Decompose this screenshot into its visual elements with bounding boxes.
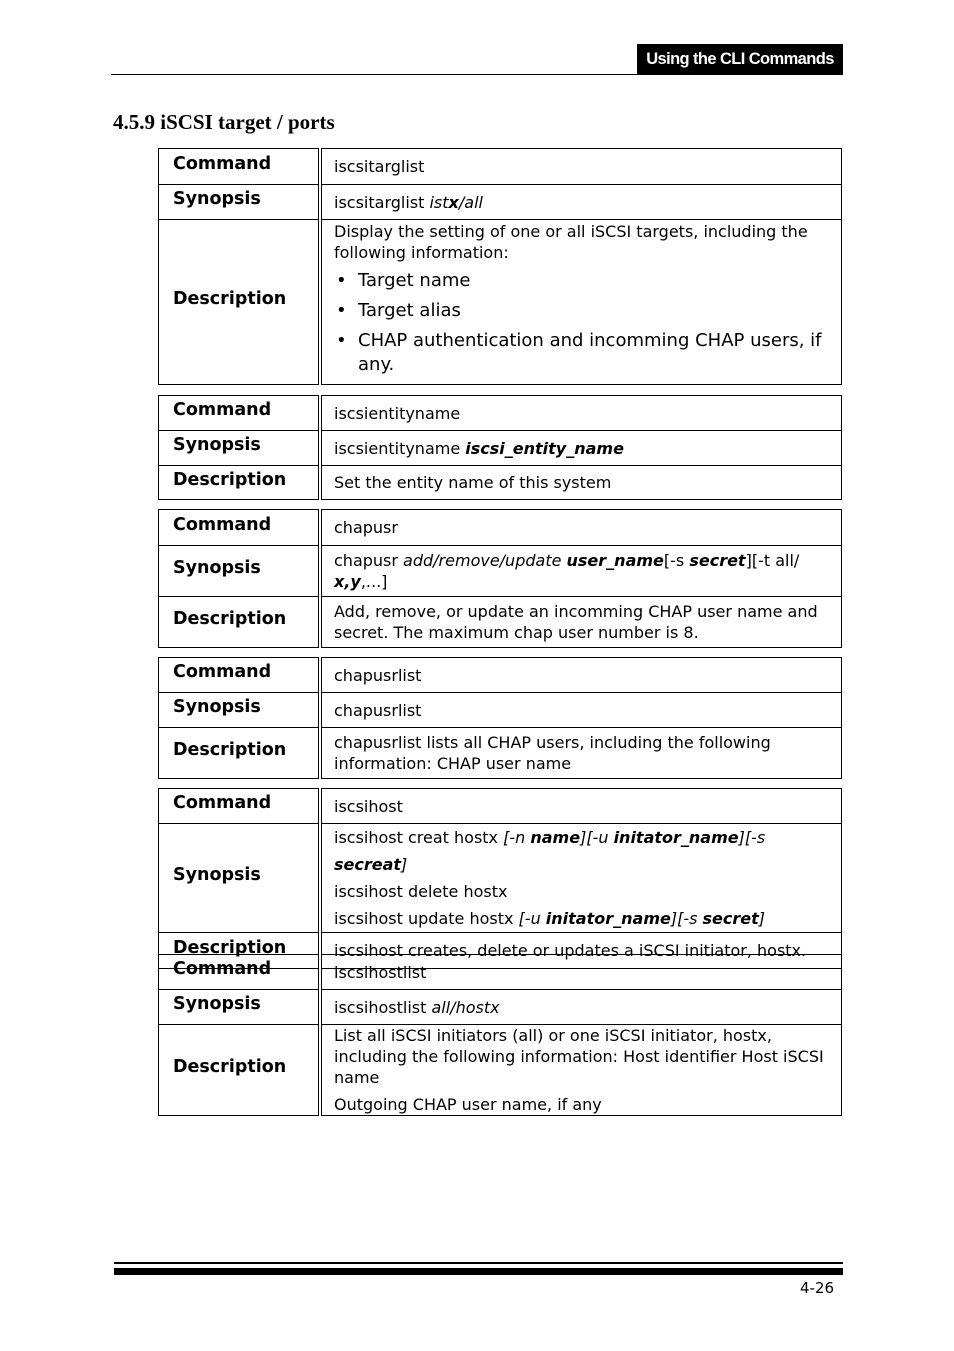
description-label: Description <box>159 933 321 969</box>
list-item: • Target name <box>334 269 833 293</box>
description-value: iscsihost creates, delete or updates a iSCSI initiator, hostx. <box>320 933 842 969</box>
description-paragraph: Outgoing CHAP user name, if any <box>334 1095 602 1114</box>
synopsis-label: Synopsis <box>159 990 321 1025</box>
command-value: iscsihost <box>320 789 842 824</box>
command-label: Command <box>159 149 321 185</box>
description-label: Description <box>159 728 321 779</box>
description-value: chapusrlist lists all CHAP users, including the following information: CHAP user name <box>320 728 842 779</box>
synopsis-line-creat: iscsihost creat hostx [-n name][-u initator_name][-s secreat] <box>334 828 766 874</box>
description-bullets <box>334 269 833 377</box>
synopsis-label: Synopsis <box>159 693 321 728</box>
table-row <box>159 789 842 824</box>
table-row <box>159 990 842 1025</box>
command-value: iscsitarglist <box>320 149 842 185</box>
command-table-iscsientityname <box>158 395 842 500</box>
synopsis-value: iscsientityname iscsi_entity_name <box>320 431 842 466</box>
description-value: Add, remove, or update an incomming CHAP user name and secret. The maximum chap user number is 8. <box>320 597 842 648</box>
synopsis-value <box>320 824 842 933</box>
table-row <box>159 431 842 466</box>
command-table-iscsihost <box>158 788 842 969</box>
synopsis-label: Synopsis <box>159 546 321 597</box>
synopsis-value: iscsitarglist istx/all <box>320 185 842 220</box>
synopsis-value: chapusrlist <box>320 693 842 728</box>
table-row <box>159 510 842 546</box>
command-label: Command <box>159 396 321 431</box>
table-row <box>159 693 842 728</box>
footer-rule-thin <box>114 1262 843 1264</box>
command-label: Command <box>159 658 321 693</box>
synopsis-line-delete: iscsihost delete hostx <box>334 882 508 901</box>
synopsis-label: Synopsis <box>159 431 321 466</box>
synopsis-value: chapusr add/remove/update user_name[-s secret][-t all/ x,y,...] <box>320 546 842 597</box>
description-label: Description <box>159 466 321 500</box>
table-row <box>159 955 842 990</box>
description-label: Description <box>159 597 321 648</box>
command-value: iscsihostlist <box>320 955 842 990</box>
header-chapter-tab <box>637 44 843 75</box>
synopsis-value: iscsihostlist all/hostx <box>320 990 842 1025</box>
synopsis-line-update: iscsihost update hostx [-u initator_name][-s secret] <box>334 909 766 928</box>
synopsis-label: Synopsis <box>159 185 321 220</box>
table-row <box>159 220 842 385</box>
command-value: chapusrlist <box>320 658 842 693</box>
description-value: Set the entity name of this system <box>320 466 842 500</box>
synopsis-label: Synopsis <box>159 824 321 933</box>
table-row <box>159 728 842 779</box>
command-label: Command <box>159 789 321 824</box>
command-value: chapusr <box>320 510 842 546</box>
footer-rule-thick <box>114 1268 843 1275</box>
description-label: Description <box>159 1025 321 1116</box>
table-row <box>159 396 842 431</box>
command-table-iscsihostlist <box>158 954 842 1116</box>
table-row <box>159 658 842 693</box>
page-number: 4-26 <box>800 1279 835 1297</box>
command-value: iscsientityname <box>320 396 842 431</box>
description-value <box>320 1025 842 1116</box>
description-intro: Display the setting of one or all iSCSI targets, including the following information: <box>334 222 808 262</box>
header-chapter-label: Using the CLI Commands <box>646 50 834 68</box>
section-title: 4.5.9 iSCSI target / ports <box>113 110 335 134</box>
table-row <box>159 466 842 500</box>
table-row <box>159 185 842 220</box>
table-row <box>159 546 842 597</box>
list-item: • Target alias <box>334 299 833 323</box>
header-rule <box>111 74 843 75</box>
command-table-chapusrlist <box>158 657 842 779</box>
table-row <box>159 149 842 185</box>
command-label: Command <box>159 955 321 990</box>
command-table-iscsitarglist <box>158 148 842 385</box>
command-label: Command <box>159 510 321 546</box>
list-item: • CHAP authentication and incomming CHAP users, if any. <box>334 329 833 377</box>
table-row <box>159 824 842 933</box>
table-row <box>159 597 842 648</box>
description-paragraph: List all iSCSI initiators (all) or one iSCSI initiator, hostx, including the following information: Host identifier Host iSCSI name <box>334 1026 824 1087</box>
command-table-chapusr <box>158 509 842 648</box>
description-label: Description <box>159 220 321 385</box>
description-value <box>320 220 842 385</box>
table-row <box>159 1025 842 1116</box>
